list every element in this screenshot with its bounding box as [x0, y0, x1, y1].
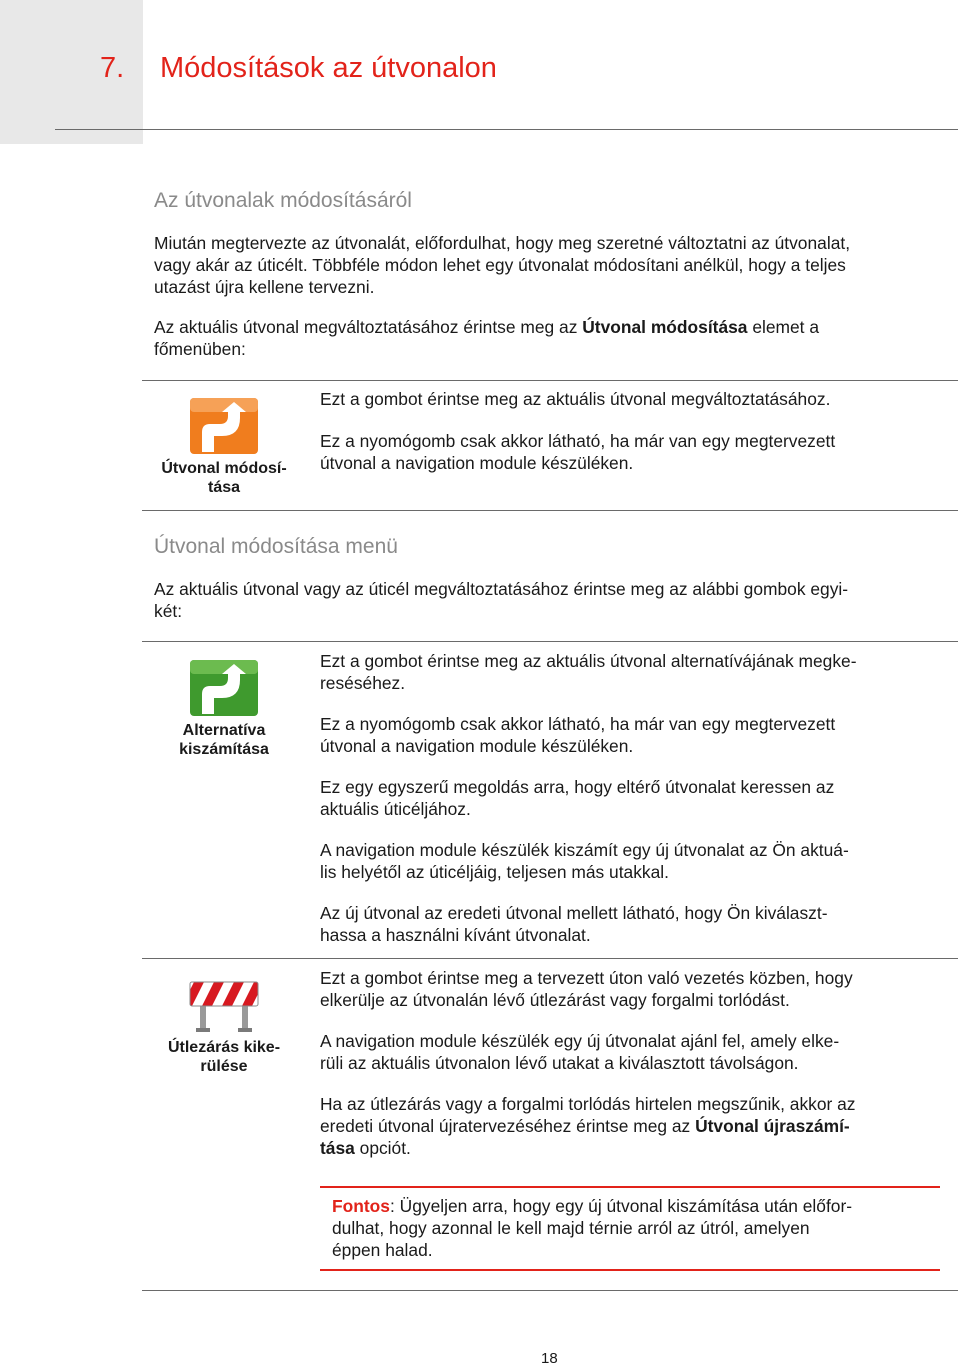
alternative-route-description: Ezt a gombot érintse meg az aktuális útvonal alternatívájának megke- reséséhez.: [320, 651, 857, 693]
table-divider: [142, 641, 958, 642]
table-divider: [142, 380, 958, 381]
chapter-divider: [55, 129, 958, 130]
note-bottom-border: [320, 1269, 940, 1271]
note-top-border: [320, 1186, 940, 1188]
menu-intro-paragraph: Az aktuális útvonal vagy az úticél megváltoztatásához érintse meg az alábbi gombok egyi- két:: [154, 579, 849, 621]
change-route-caption: Útvonal módosí- tása: [161, 460, 287, 496]
roadblock-icon[interactable]: [188, 978, 260, 1034]
roadblock-new-route: A navigation module készülék egy új útvonalat ajánl fel, amely elke- rüli az aktuális útvonalon lévő utakat a kiválasztott távolságon.: [320, 1031, 840, 1073]
chapter-title: Módosítások az útvonalon: [160, 52, 497, 84]
roadblock-caption: Útlezárás kike- rülése: [167, 1039, 281, 1075]
alternative-route-display: Az új útvonal az eredeti útvonal mellett látható, hogy Ön kiválaszt- hassa a használni kívánt útvonalat.: [320, 903, 828, 945]
important-note: Fontos: Ügyeljen arra, hogy egy új útvonal kiszámítása után előfor- dulhat, hogy azonnal le kell majd térnie arról az útról, amelyen éppen halad.: [332, 1196, 853, 1260]
change-route-instruction: Az aktuális útvonal megváltoztatásához érintse meg az Útvonal módosítása elemet a főmenüben:: [154, 317, 820, 359]
table-divider: [142, 510, 958, 511]
alternative-route-note: Ez a nyomógomb csak akkor látható, ha már van egy megtervezett útvonal a navigation module készüléken.: [320, 714, 836, 756]
change-route-note: Ez a nyomógomb csak akkor látható, ha már van egy megtervezett útvonal a navigation module készüléken.: [320, 431, 836, 473]
footer-divider: [142, 1290, 958, 1291]
alternative-route-caption: Alternatíva kiszámítása: [179, 722, 269, 758]
alternative-route-calculation: A navigation module készülék kiszámít egy új útvonalat az Ön aktuá- lis helyétől az úticéljáig, teljesen más utakkal.: [320, 840, 849, 882]
page-number: 18: [541, 1350, 558, 1367]
change-route-icon[interactable]: [190, 398, 258, 454]
section-heading-menu: Útvonal módosítása menü: [154, 535, 398, 558]
roadblock-description: Ezt a gombot érintse meg a tervezett úton való vezetés közben, hogy elkerülje az útvonalán lévő útlezárást vagy forgalmi torlódást.: [320, 968, 853, 1010]
change-route-description: Ezt a gombot érintse meg az aktuális útvonal megváltoztatásához.: [320, 389, 831, 409]
alternative-route-icon[interactable]: [190, 660, 258, 716]
roadblock-recalculate: Ha az útlezárás vagy a forgalmi torlódás hirtelen megszűnik, akkor az eredeti útvonal újratervezéséhez érintse meg az Útvonal újraszámí- tása opciót.: [320, 1094, 856, 1158]
section-heading-about: Az útvonalak módosításáról: [154, 189, 412, 212]
table-divider: [142, 958, 958, 959]
intro-paragraph: Miután megtervezte az útvonalát, előfordulhat, hogy meg szeretné változtatni az útvonalat, vagy akár az úticélt. Többféle módon lehet egy útvonalat módosítani anélkül, hogy a teljes utazást újra kellene tervezni.: [154, 233, 851, 297]
note-label: Fontos: [332, 1196, 390, 1216]
alternative-route-explanation: Ez egy egyszerű megoldás arra, hogy eltérő útvonalat keressen az aktuális úticéljához.: [320, 777, 835, 819]
chapter-number: 7.: [100, 52, 125, 84]
